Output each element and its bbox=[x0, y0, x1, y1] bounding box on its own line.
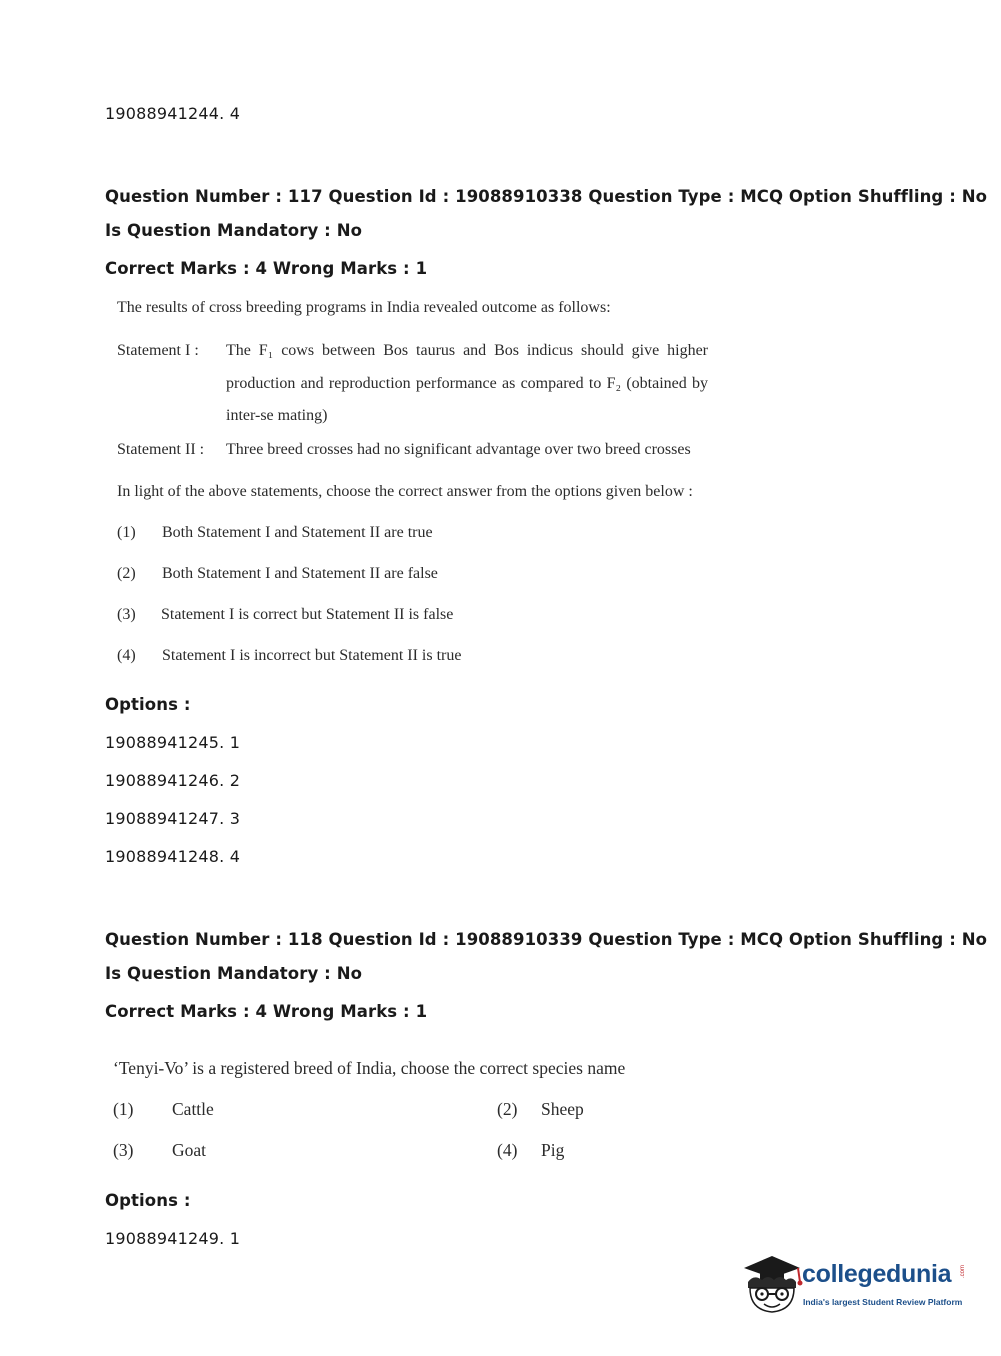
choice-text: Pig bbox=[541, 1140, 565, 1160]
choice-2 bbox=[497, 1099, 584, 1120]
mascot-icon bbox=[740, 1248, 804, 1318]
statement-1-line-1: The F₁ cows between Bos taurus and Bos indicus should give higher bbox=[226, 342, 708, 359]
choice-number: (2) bbox=[117, 565, 136, 582]
choice-4 bbox=[497, 1140, 564, 1161]
choice-text: Sheep bbox=[541, 1099, 584, 1119]
choice-1 bbox=[113, 1099, 214, 1120]
choice-text: Cattle bbox=[172, 1099, 214, 1119]
choice-4 bbox=[117, 647, 461, 665]
statement-2-text: Three breed crosses had no significant advantage over two breed crosses bbox=[226, 441, 691, 458]
logo-suffix: .com bbox=[960, 1264, 966, 1278]
choice-3 bbox=[113, 1140, 206, 1161]
option-line: 19088941244. 4 bbox=[105, 104, 241, 123]
choice-number: (2) bbox=[497, 1099, 518, 1119]
choice-text: Both Statement I and Statement II are false bbox=[162, 565, 438, 582]
choice-number: (1) bbox=[113, 1099, 134, 1119]
statement-1-label: Statement I : bbox=[117, 342, 199, 359]
statement-1-line-2: production and reproduction performance as compared to F₂ (obtained by bbox=[226, 375, 708, 392]
question-prompt: In light of the above statements, choose the correct answer from the options given below : bbox=[117, 483, 693, 500]
question-marks: Correct Marks : 4 Wrong Marks : 1 bbox=[105, 259, 428, 278]
option-line: 19088941248. 4 bbox=[105, 847, 241, 866]
statement-2-label: Statement II : bbox=[117, 441, 205, 458]
option-line: 19088941247. 3 bbox=[105, 809, 241, 828]
question-mandatory: Is Question Mandatory : No bbox=[105, 964, 363, 983]
question-intro: The results of cross breeding programs in India revealed outcome as follows: bbox=[117, 299, 611, 316]
collegedunia-logo bbox=[740, 1248, 972, 1320]
choice-number: (4) bbox=[117, 647, 136, 664]
option-line: 19088941246. 2 bbox=[105, 771, 241, 790]
choice-1 bbox=[117, 524, 433, 542]
choice-text: Statement I is incorrect but Statement II is true bbox=[162, 647, 462, 664]
question-marks: Correct Marks : 4 Wrong Marks : 1 bbox=[105, 1002, 428, 1021]
option-line: 19088941249. 1 bbox=[105, 1229, 241, 1248]
logo-tagline: India's largest Student Review Platform bbox=[803, 1297, 963, 1307]
logo-wordmark: collegedunia bbox=[802, 1260, 952, 1288]
choice-text: Statement I is correct but Statement II is false bbox=[161, 606, 454, 623]
options-label: Options : bbox=[105, 695, 191, 714]
choice-text: Both Statement I and Statement II are true bbox=[162, 524, 433, 541]
choice-number: (1) bbox=[117, 524, 136, 541]
choice-number: (3) bbox=[117, 606, 136, 623]
choice-3 bbox=[117, 606, 453, 624]
option-line: 19088941245. 1 bbox=[105, 733, 241, 752]
question-header: Question Number : 117 Question Id : 19088910338 Question Type : MCQ Option Shuffling : No bbox=[105, 187, 988, 206]
choice-text: Goat bbox=[172, 1140, 207, 1160]
statement-1-line-3: inter-se mating) bbox=[226, 407, 328, 424]
question-mandatory: Is Question Mandatory : No bbox=[105, 221, 363, 240]
choice-number: (4) bbox=[497, 1140, 518, 1160]
question-prompt: ‘Tenyi-Vo’ is a registered breed of India, choose the correct species name bbox=[113, 1058, 626, 1078]
choice-number: (3) bbox=[113, 1140, 134, 1160]
question-header: Question Number : 118 Question Id : 19088910339 Question Type : MCQ Option Shuffling : No bbox=[105, 930, 988, 949]
options-label: Options : bbox=[105, 1191, 191, 1210]
choice-2 bbox=[117, 565, 438, 583]
